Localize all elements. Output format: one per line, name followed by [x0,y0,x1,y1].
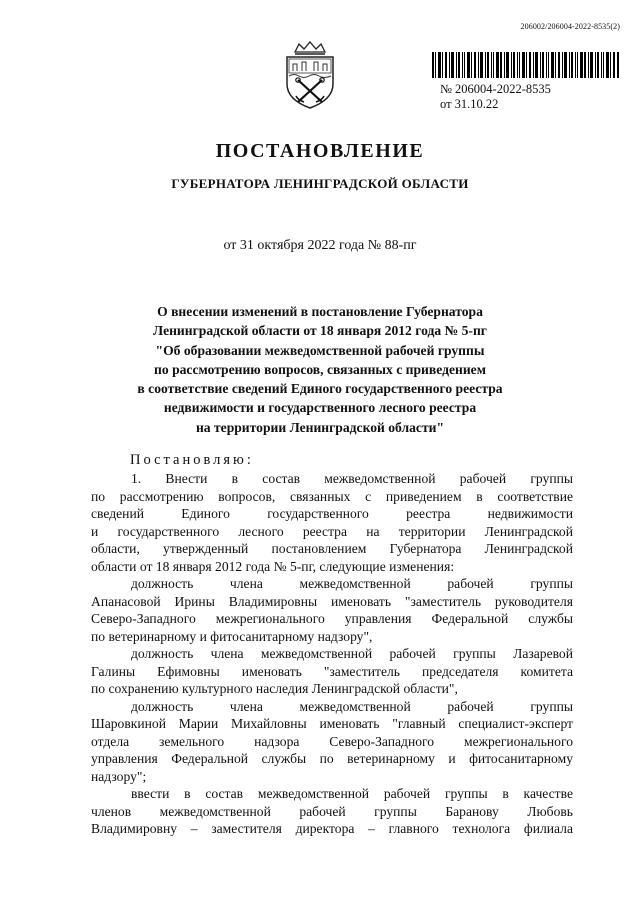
coat-of-arms-icon [281,40,339,110]
heading-line: О внесении изменений в постановление Губернатора [157,304,483,319]
body-line: Апанасовой Ирины Владимировны именовать "заместитель руководителя [91,593,573,609]
document-date-number: от 31 октября 2022 года № 88-пг [223,238,417,253]
body-line: 1. Внести в состав межведомственной рабочей группы [131,471,573,486]
document-body [91,470,573,838]
body-line: по ветеринарному и фитосанитарному надзору", [91,628,373,644]
document-reference: 206002/206004-2022-8535(2) [520,22,620,31]
body-line: сведений Единого государственного реестра недвижимости [91,506,573,521]
body-line: должность члена межведомственной рабочей группы [131,698,573,714]
heading-line: недвижимости и государственного лесного реестра [163,400,477,416]
body-line: должность члена межведомственной рабочей группы [131,576,573,591]
resolve-word: Постановляю: [130,452,254,468]
heading-line: в соответствие сведений Единого государственного реестра [137,381,503,397]
body-line: области от 18 января 2012 года № 5-пг, следующие изменения: [91,558,455,574]
document-heading [110,302,530,437]
body-line: по рассмотрению вопросов, связанных с приведением в соответствие [91,488,573,504]
heading-line: по рассмотрению вопросов, связанных с приведением [154,361,486,377]
body-line: отдела земельного надзора Северо-Западного межрегионального [91,733,573,749]
document-title: ПОСТАНОВЛЕНИЕ [215,140,425,162]
body-line: по сохранению культурного наследия Ленинградской области", [91,681,458,696]
registration-date: от 31.10.22 [440,97,499,111]
body-line: управления Федеральной службы по ветеринарному и фитосанитарному [91,751,573,766]
registration-number: № 206004-2022-8535 [440,82,551,96]
body-line: надзору"; [91,768,147,784]
body-line: ввести в состав межведомственной рабочей группы в качестве [131,786,573,801]
body-line: области, утвержденный постановлением Губернатора Ленинградской [91,541,573,556]
heading-line: на территории Ленинградской области" [195,419,445,435]
barcode-icon [432,52,620,82]
body-line: и государственного лесного реестра на территории Ленинградской [91,523,573,539]
document-subtitle: ГУБЕРНАТОРА ЛЕНИНГРАДСКОЙ ОБЛАСТИ [171,176,469,191]
body-line: Шаровкиной Марии Михайловны именовать "главный специалист-эксперт [91,716,573,731]
body-line: членов межведомственной рабочей группы Баранову Любовь [91,803,573,819]
body-line: Галины Ефимовны именовать "заместитель председателя комитета [91,663,573,679]
body-line: Владимировну – заместителя директора – главного технолога филиала [91,821,573,836]
body-line: Северо-Западного межрегионального управления Федеральной службы [91,611,573,626]
body-line: должность члена межведомственной рабочей группы Лазаревой [131,646,573,661]
heading-line: "Об образовании межведомственной рабочей группы [155,342,485,358]
heading-line: Ленинградской области от 18 января 2012 года № 5-пг [153,323,487,339]
